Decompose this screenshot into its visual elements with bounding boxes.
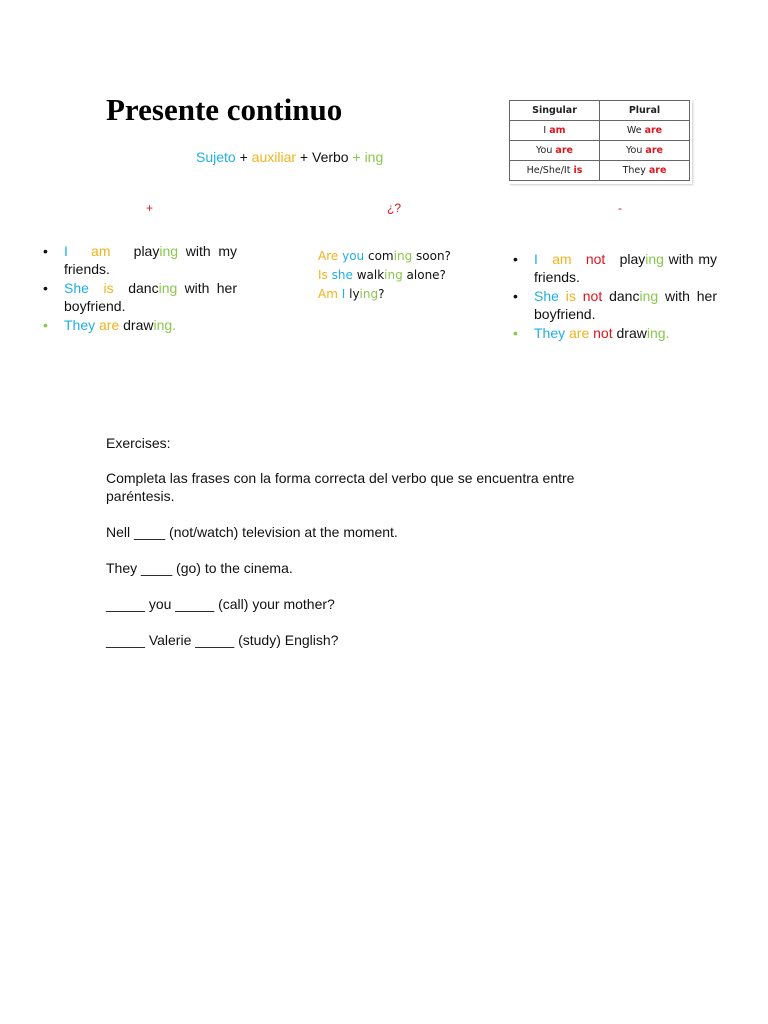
- formula: [196, 149, 383, 165]
- exercise-item: Nell ____ (not/watch) television at the moment.: [106, 524, 398, 540]
- affirmative-sign: +: [146, 201, 154, 215]
- table-cell: [600, 141, 690, 161]
- ing-suffix: ing: [359, 287, 379, 301]
- exercise-item: They ____ (go) to the cinema.: [106, 560, 293, 576]
- auxiliary: is: [103, 280, 114, 296]
- cell-pronoun: They: [622, 165, 649, 176]
- rest: alone?: [402, 268, 446, 282]
- auxiliary: Is: [318, 268, 328, 282]
- cell-aux: is: [573, 165, 583, 176]
- cell-pronoun: He/She/It: [526, 165, 574, 176]
- ing-suffix: ing: [639, 288, 659, 304]
- cell-aux: are: [644, 125, 663, 136]
- negative-list: [513, 250, 721, 343]
- question-line: [318, 247, 451, 266]
- negation: not: [593, 325, 613, 341]
- cell-pronoun: We: [626, 125, 645, 136]
- table-cell: [510, 141, 600, 161]
- questions-list: [318, 247, 451, 304]
- ing-suffix: ing: [384, 268, 403, 282]
- subject: They: [64, 317, 96, 333]
- bullet-icon: •: [43, 280, 48, 296]
- formula-auxiliary: auxiliar: [251, 149, 297, 165]
- negation: not: [585, 251, 606, 267]
- ing-suffix: ing: [393, 249, 413, 263]
- list-item: [513, 250, 721, 286]
- subject: she: [331, 268, 353, 282]
- exercise-item: _____ Valerie _____ (study) English?: [106, 632, 339, 648]
- question-line: [318, 285, 451, 304]
- table-cell: [510, 161, 600, 181]
- verb: walk: [356, 268, 385, 282]
- formula-plus: +: [235, 149, 252, 165]
- ing-suffix: ing.: [153, 317, 177, 333]
- rest: ?: [378, 287, 385, 301]
- table-cell: [600, 161, 690, 181]
- bullet-icon: •: [43, 317, 48, 333]
- subject: She: [64, 280, 89, 296]
- verb: danc: [128, 280, 159, 296]
- cell-pronoun: You: [536, 145, 556, 156]
- list-item: [513, 287, 721, 323]
- verb: draw: [123, 317, 154, 333]
- rest: soon?: [412, 249, 451, 263]
- table-header: Singular: [510, 101, 600, 121]
- rest: with my friends.: [534, 251, 721, 285]
- rest: with her boyfriend.: [534, 288, 721, 322]
- rest: with my friends.: [64, 243, 241, 277]
- formula-plus: +: [348, 149, 365, 165]
- subject: I: [341, 287, 346, 301]
- bullet-icon: •: [43, 243, 48, 259]
- cell-aux: are: [648, 165, 667, 176]
- cell-aux: are: [555, 145, 573, 156]
- subject: I: [64, 243, 68, 259]
- negative-sign: -: [618, 201, 622, 215]
- list-item: [43, 242, 241, 278]
- bullet-icon: •: [513, 288, 518, 304]
- table-row: [510, 141, 690, 161]
- conjugation-table: [509, 100, 690, 181]
- subject: They: [534, 325, 566, 341]
- exercises-instruction: Completa las frases con la forma correcta del verbo que se encuentra entre paréntesis.: [106, 470, 575, 504]
- table-cell: [600, 121, 690, 141]
- cell-aux: am: [549, 125, 566, 136]
- rest: with her boyfriend.: [64, 280, 241, 314]
- verb: ly: [349, 287, 360, 301]
- bullet-icon: •: [513, 325, 518, 341]
- auxiliary: am: [91, 243, 111, 259]
- table-cell: [510, 121, 600, 141]
- list-item: [513, 324, 717, 342]
- list-item: [43, 316, 237, 334]
- verb: danc: [609, 288, 640, 304]
- formula-verb: Verbo: [312, 149, 349, 165]
- verb: play: [619, 251, 646, 267]
- ing-suffix: ing.: [646, 325, 670, 341]
- page-title: Presente continuo: [106, 92, 343, 127]
- formula-subject: Sujeto: [196, 149, 236, 165]
- verb: com: [367, 249, 394, 263]
- exercises-heading: Exercises:: [106, 435, 171, 451]
- subject: I: [534, 251, 538, 267]
- question-line: [318, 266, 451, 285]
- ing-suffix: ing: [158, 280, 178, 296]
- auxiliary: is: [565, 288, 576, 304]
- formula-plus: +: [296, 149, 312, 165]
- question-sign: ¿?: [387, 201, 402, 215]
- auxiliary: Are: [318, 249, 339, 263]
- table-row: [510, 121, 690, 141]
- table-row: [510, 161, 690, 181]
- cell-pronoun: I: [543, 125, 550, 136]
- negation: not: [582, 288, 603, 304]
- auxiliary: Am: [318, 287, 338, 301]
- verb: play: [133, 243, 160, 259]
- table-header-row: [510, 101, 690, 121]
- affirmative-list: [43, 242, 241, 335]
- ing-suffix: ing: [159, 243, 179, 259]
- auxiliary: are: [99, 317, 120, 333]
- auxiliary: am: [552, 251, 572, 267]
- formula-ing: ing: [364, 149, 384, 165]
- cell-pronoun: You: [626, 145, 646, 156]
- auxiliary: are: [569, 325, 590, 341]
- subject: She: [534, 288, 559, 304]
- list-item: [43, 279, 241, 315]
- cell-aux: are: [645, 145, 663, 156]
- exercise-item: _____ you _____ (call) your mother?: [106, 596, 335, 612]
- subject: you: [342, 249, 365, 263]
- ing-suffix: ing: [645, 251, 664, 267]
- verb: draw: [616, 325, 647, 341]
- bullet-icon: •: [513, 251, 518, 267]
- table-header: Plural: [600, 101, 690, 121]
